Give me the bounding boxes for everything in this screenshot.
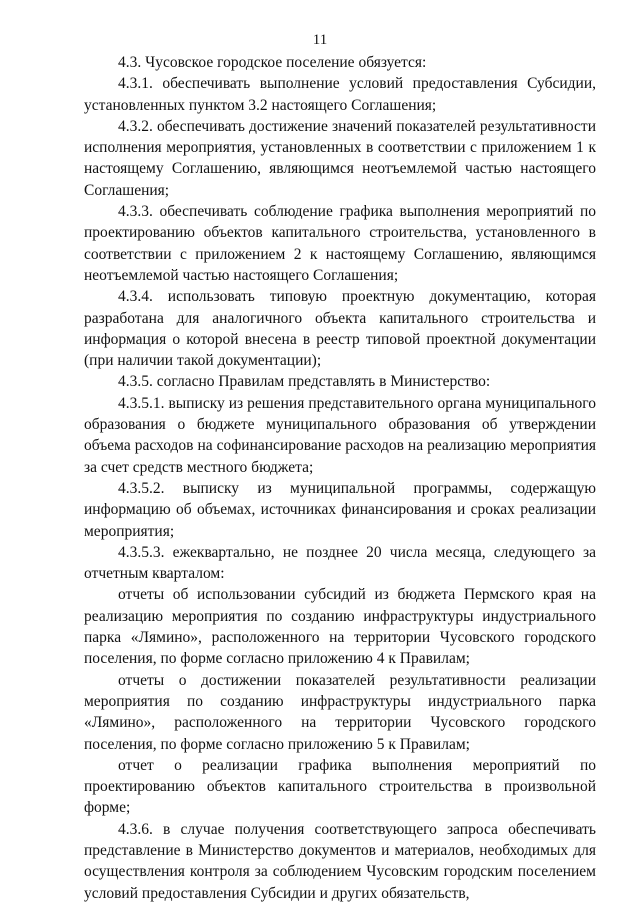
page-number: 11 xyxy=(312,32,328,48)
document-body xyxy=(84,52,596,904)
paragraph-4-3-3: 4.3.3. обеспечивать соблюдение графика выполнения мероприятий по проектированию объектов капитального строительства, установленного в соответствии с приложением 2 к настоящему Соглашению, являющимся неотъемлемой частью настоящего Соглашения; xyxy=(84,203,596,284)
paragraph-4-3-5-1: 4.3.5.1. выписку из решения представительного органа муниципального образования о бюджете муниципального образования об утверждении объема расходов на софинансирование расходов на реализацию мероприятия за счет средств местного бюджета; xyxy=(84,394,596,476)
paragraph-4-3-5-2: 4.3.5.2. выписку из муниципальной программы, содержащую информацию об объемах, источниках финансирования и сроках реализации мероприятия; xyxy=(84,479,596,540)
paragraph-report-schedule: отчет о реализации графика выполнения мероприятий по проектированию объектов капитального строительства в произвольной форме; xyxy=(84,756,596,817)
paragraph-4-3-5-3: 4.3.5.3. ежеквартально, не позднее 20 числа месяца, следующего за отчетным кварталом: xyxy=(84,543,596,583)
paragraph-report-indicators: отчеты о достижении показателей результативности реализации мероприятия по созданию инфраструктуры индустриального парка «Лямино», расположенного на территории Чусовского городского поселения, по форме согласно приложению 5 к Правилам; xyxy=(84,671,596,753)
paragraph-4-3-6: 4.3.6. в случае получения соответствующего запроса обеспечивать представление в Министерство документов и материалов, необходимых для осуществления контроля за соблюдением Чусовским городским поселением условий предоставления Субсидии и других обязательств, xyxy=(84,820,596,902)
paragraph-4-3-2: 4.3.2. обеспечивать достижение значений показателей результативности исполнения мероприятия, установленных в соответствии с приложением 1 к настоящему Соглашению, являющимся неотъемлемой частью настоящего Соглашения; xyxy=(84,117,596,199)
paragraph-report-subsidies: отчеты об использовании субсидий из бюджета Пермского края на реализацию мероприятия по созданию инфраструктуры индустриального парка «Лямино», расположенного на территории Чусовского городского поселения, по форме согласно приложению 4 к Правилам; xyxy=(84,586,596,668)
paragraph-4-3-1: 4.3.1. обеспечивать выполнение условий предоставления Субсидии, установленных пунктом 3.2 настоящего Соглашения; xyxy=(84,75,596,114)
paragraph-4-3: 4.3. Чусовское городское поселение обязуется: xyxy=(118,54,427,71)
paragraph-4-3-5: 4.3.5. согласно Правилам представлять в Министерство: xyxy=(118,373,491,391)
paragraph-4-3-4: 4.3.4. использовать типовую проектную документацию, которая разработана для аналогичного объекта капитального строительства и информация о которой внесена в реестр типовой проектной документации (при наличии такой документации); xyxy=(84,288,596,370)
